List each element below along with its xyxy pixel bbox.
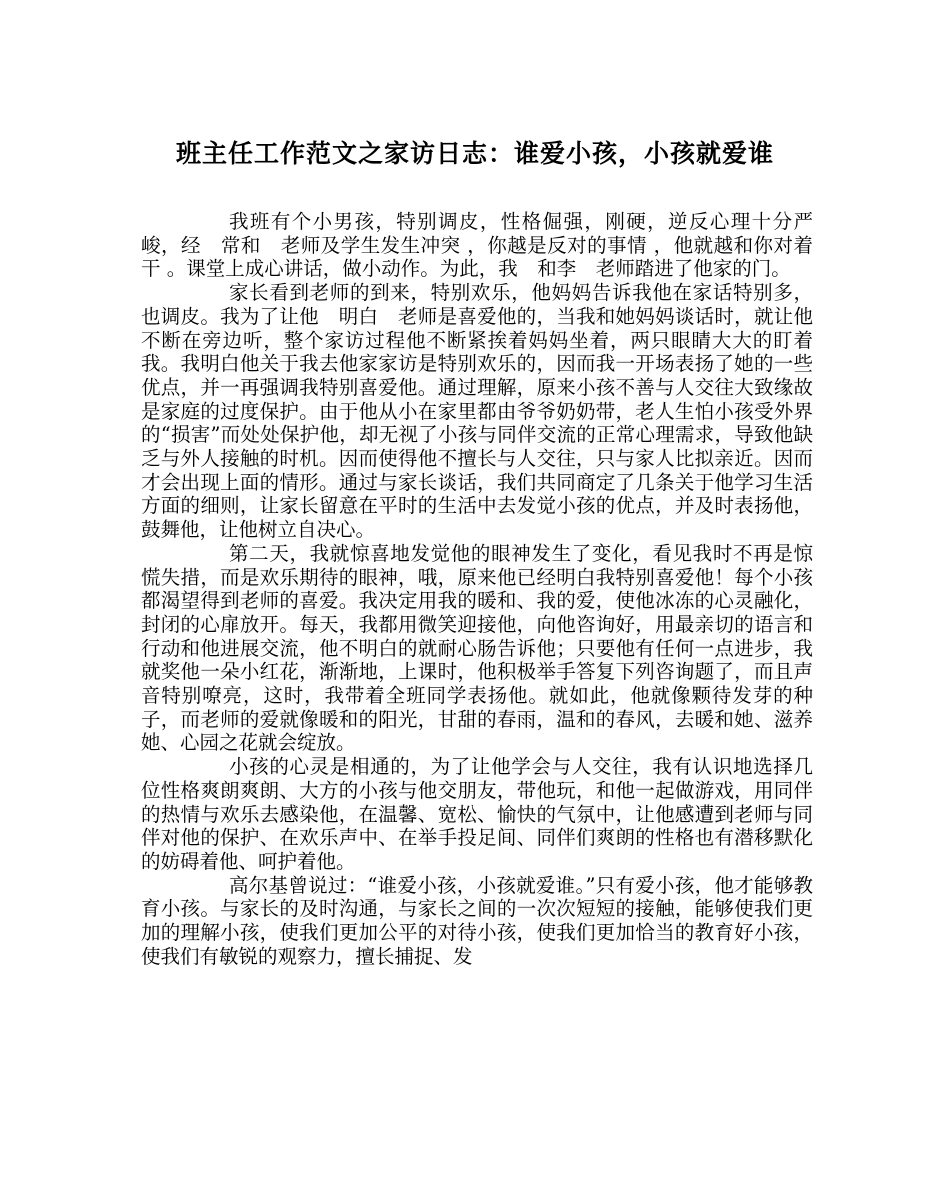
paragraph-4: 小孩的心灵是相通的，为了让他学会与人交往，我有认识地选择几位性格爽朗爽朗、大方的小孩与他交朋友，带他玩，和他一起做游戏，用同伴的热情与欢乐去感染他，在温馨、宽松、愉快的气氛中，让他感遭到老师与同伴对他的保护、在欢乐声中、在举手投足间、同伴们爽朗的性格也有潜移默化的妨碍着他、呵护着他。: [141, 755, 813, 873]
paragraph-5: 高尔基曾说过：“谁爱小孩，小孩就爱谁。”只有爱小孩，他才能够教育小孩。与家长的及时沟通，与家长之间的一次次短短的接触，能够使我们更加的理解小孩，使我们更加公平的对待小孩，使我们更加恰当的教育好小孩，使我们有敏锐的观察力，擅长捕捉、发: [141, 873, 813, 968]
document-title: 班主任工作范文之家访日志：谁爱小孩，小孩就爱谁: [175, 139, 774, 168]
document-body: [141, 210, 813, 969]
paragraph-3: 第二天，我就惊喜地发觉他的眼神发生了变化，看见我时不再是惊慌失措，而是欢乐期待的眼神，哦，原来他已经明白我特别喜爱他！每个小孩都渴望得到老师的喜爱。我决定用我的暖和、我的爱，使他冰冻的心灵融化，封闭的心扉放开。每天，我都用微笑迎接他，向他咨询好，用最亲切的语言和行动和他进展交流，他不明白的就耐心肠告诉他；只要他有任何一点进步，我就奖他一朵小红花，渐渐地，上课时，他积极举手答复下列咨询题了，而且声音特别嘹亮，这时，我带着全班同学表扬他。就如此，他就像颗待发芽的种子，而老师的爱就像暖和的阳光，甘甜的春雨，温和的春风，去暖和她、滋养她、心园之花就会绽放。: [141, 541, 813, 755]
paragraph-2: 家长看到老师的到来，特别欢乐，他妈妈告诉我他在家话特别多，也调皮。我为了让他 明白 老师是喜爱他的，当我和她妈妈谈话时，就让他不断在旁边听，整个家访过程他不断紧挨着妈妈坐着，两只眼睛大大的盯着我。我明白他关于我去他家家访是特别欢乐的，因而我一开场表扬了她的一些优点，并一再强调我特别喜爱他。通过理解，原来小孩不善与人交往大致缘故是家庭的过度保护。由于他从小在家里都由爷爷奶奶带，老人生怕小孩受外界的“损害”而处处保护他，却无视了小孩与同伴交流的正常心理需求，导致他缺乏与外人接触的时机。因而使得他不擅长与人交往，只与家人比拟亲近。因而才会出现上面的情形。通过与家长谈话，我们共同商定了几条关于他学习生活方面的细则，让家长留意在平时的生活中去发觉小孩的优点，并及时表扬他，鼓舞他，让他树立自决心。: [141, 281, 813, 542]
paragraph-1: 我班有个小男孩，特别调皮，性格倔强，刚硬，逆反心理十分严峻，经 常和 老师及学生发生冲突 ，你越是反对的事情 ，他就越和你对着干 。课堂上成心讲话，做小动作。为此，我 和李 老师踏进了他家的门。: [141, 210, 813, 281]
